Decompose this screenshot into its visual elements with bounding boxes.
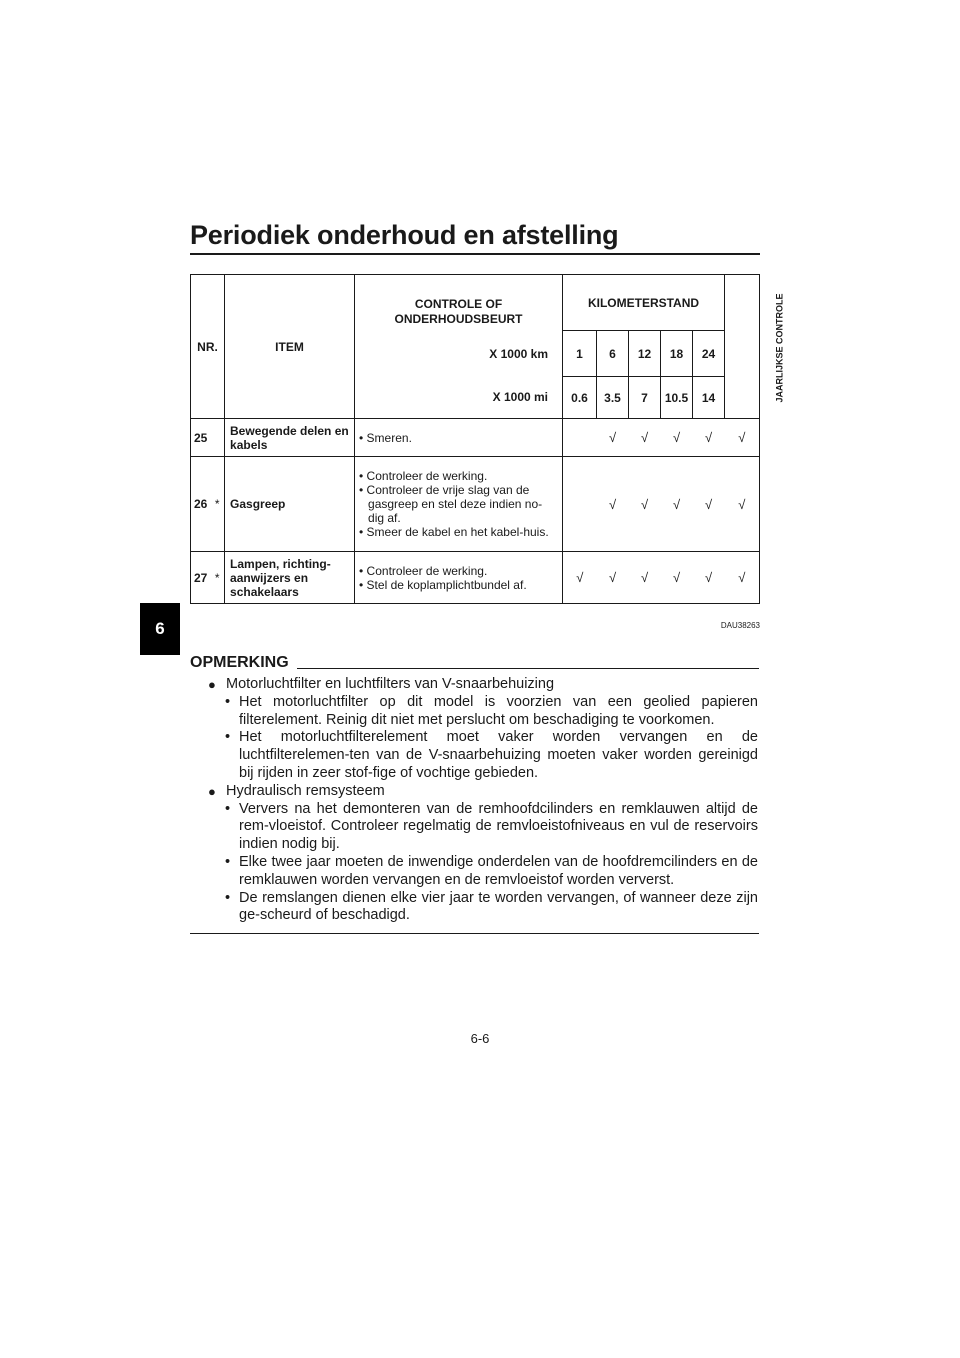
header-km-unit: X 1000 km: [355, 331, 563, 377]
table-row: [191, 552, 760, 604]
check-cell: √: [693, 552, 725, 604]
row-number: 26: [191, 457, 211, 552]
document-code: DAU38263: [720, 621, 760, 630]
row-number: 25: [191, 419, 211, 457]
note-body: [208, 676, 758, 925]
maintenance-table: [190, 274, 785, 604]
sub-bullet-icon: •: [225, 889, 231, 906]
bullet-icon: ●: [208, 783, 216, 799]
note-sub-item: [208, 890, 758, 926]
row-tasks: [355, 457, 563, 552]
row-tasks: [355, 419, 563, 457]
check-cell: √: [597, 457, 629, 552]
check-cell: √: [563, 552, 597, 604]
km-1: 1: [563, 331, 597, 377]
chapter-tab: 6: [140, 603, 180, 655]
note-sub-text: Het motorluchtfilterelement moet vaker worden vervangen en de luchtfilterelemen-ten van de V-snaarbehuizing moeten vaker worden gereinigd bij rijden in zeer stof-fige of vochtige gebieden.: [239, 729, 758, 781]
note-sub-item: [208, 801, 758, 854]
task-line: • Smeren.: [359, 430, 412, 445]
note-sub-text: Elke twee jaar moeten de inwendige onderdelen van de hoofdremcilinders en de remklauwen worden vervangen en de remvloeistof worden ververst.: [239, 853, 758, 888]
title-rule: [190, 253, 760, 255]
check-cell: √: [693, 457, 725, 552]
note-sub-item: [208, 694, 758, 730]
row-item: Gasgreep: [225, 457, 355, 552]
row-star: *: [211, 552, 225, 604]
sub-bullet-icon: •: [225, 800, 231, 817]
note-sub-text: Het motorluchtfilter op dit model is voorzien van een geolied papieren filterelement. Reinig dit niet met perslucht om beschadiging te voorkomen.: [239, 693, 758, 728]
check-cell: [563, 419, 597, 457]
check-cell: √: [725, 552, 760, 604]
check-cell: √: [661, 419, 693, 457]
row-item: Lampen, richting-aanwijzers en schakelaars: [225, 552, 355, 604]
mi-14: 14: [693, 377, 725, 419]
mi-7: 7: [629, 377, 661, 419]
check-cell: [563, 457, 597, 552]
header-item: ITEM: [225, 275, 355, 419]
mi-10-5: 10.5: [661, 377, 693, 419]
bullet-icon: ●: [208, 677, 216, 692]
mi-0-6: 0.6: [563, 377, 597, 419]
check-cell: √: [725, 457, 760, 552]
header-mi-unit: X 1000 mi: [355, 377, 563, 419]
check-cell: √: [693, 419, 725, 457]
header-nr: NR.: [191, 275, 225, 419]
row-tasks: [355, 552, 563, 604]
task-line: • Smeer de kabel en het kabel-huis.: [359, 525, 549, 539]
km-18: 18: [661, 331, 693, 377]
km-24: 24: [693, 331, 725, 377]
table-row: [191, 419, 760, 457]
task-line: • Controleer de vrije slag van de gasgreep en stel deze indien no-dig af.: [359, 483, 543, 525]
row-star: [211, 419, 225, 457]
mi-3-5: 3.5: [597, 377, 629, 419]
row-number: 27: [191, 552, 211, 604]
note-bullet-title: Motorluchtfilter en luchtfilters van V-snaarbehuizing: [226, 676, 555, 692]
check-cell: √: [629, 457, 661, 552]
check-cell: √: [661, 457, 693, 552]
note-bottom-rule: [190, 933, 759, 934]
note-bullet-title: Hydraulisch remsysteem: [226, 782, 385, 799]
row-star: *: [211, 457, 225, 552]
check-cell: √: [629, 552, 661, 604]
header-odometer: KILOMETERSTAND: [563, 275, 725, 331]
check-cell: √: [629, 419, 661, 457]
sub-bullet-icon: •: [225, 693, 231, 710]
note-sub-item: [208, 729, 758, 782]
note-sub-text: De remslangen dienen elke vier jaar te worden vervangen, of wanneer deze zijn ge-scheurd of beschadigd.: [239, 889, 758, 924]
task-line: • Stel de koplamplichtbundel af.: [359, 577, 527, 592]
check-cell: √: [597, 552, 629, 604]
page-title: Periodiek onderhoud en afstelling: [190, 220, 619, 250]
check-cell: √: [597, 419, 629, 457]
task-line: • Controleer de werking.: [359, 563, 488, 578]
check-cell: √: [725, 419, 760, 457]
sub-bullet-icon: •: [225, 853, 231, 870]
note-bullet: [208, 676, 758, 694]
header-task: CONTROLE OF ONDERHOUDSBEURT: [355, 275, 563, 331]
km-12: 12: [629, 331, 661, 377]
table-row: [191, 457, 760, 552]
annual-label: JAARLIJKSE CONTROLE: [774, 292, 785, 403]
header-annual: [725, 275, 785, 419]
check-cell: √: [661, 552, 693, 604]
note-heading-rule: [297, 668, 759, 669]
page-number: 6-6: [470, 1031, 490, 1046]
note-sub-text: Ververs na het demonteren van de remhoofdcilinders en remklauwen altijd de rem-vloeistof. Controleer regelmatig de remvloeistofniveaus en vul de reservoirs indien nodig bij.: [239, 800, 758, 853]
row-item: Bewegende delen en kabels: [225, 419, 355, 457]
note-heading: OPMERKING: [190, 654, 289, 671]
task-line: • Controleer de werking.: [359, 469, 488, 483]
sub-bullet-icon: •: [225, 729, 231, 746]
km-6: 6: [597, 331, 629, 377]
note-sub-item: [208, 854, 758, 890]
note-bullet: [208, 783, 758, 801]
